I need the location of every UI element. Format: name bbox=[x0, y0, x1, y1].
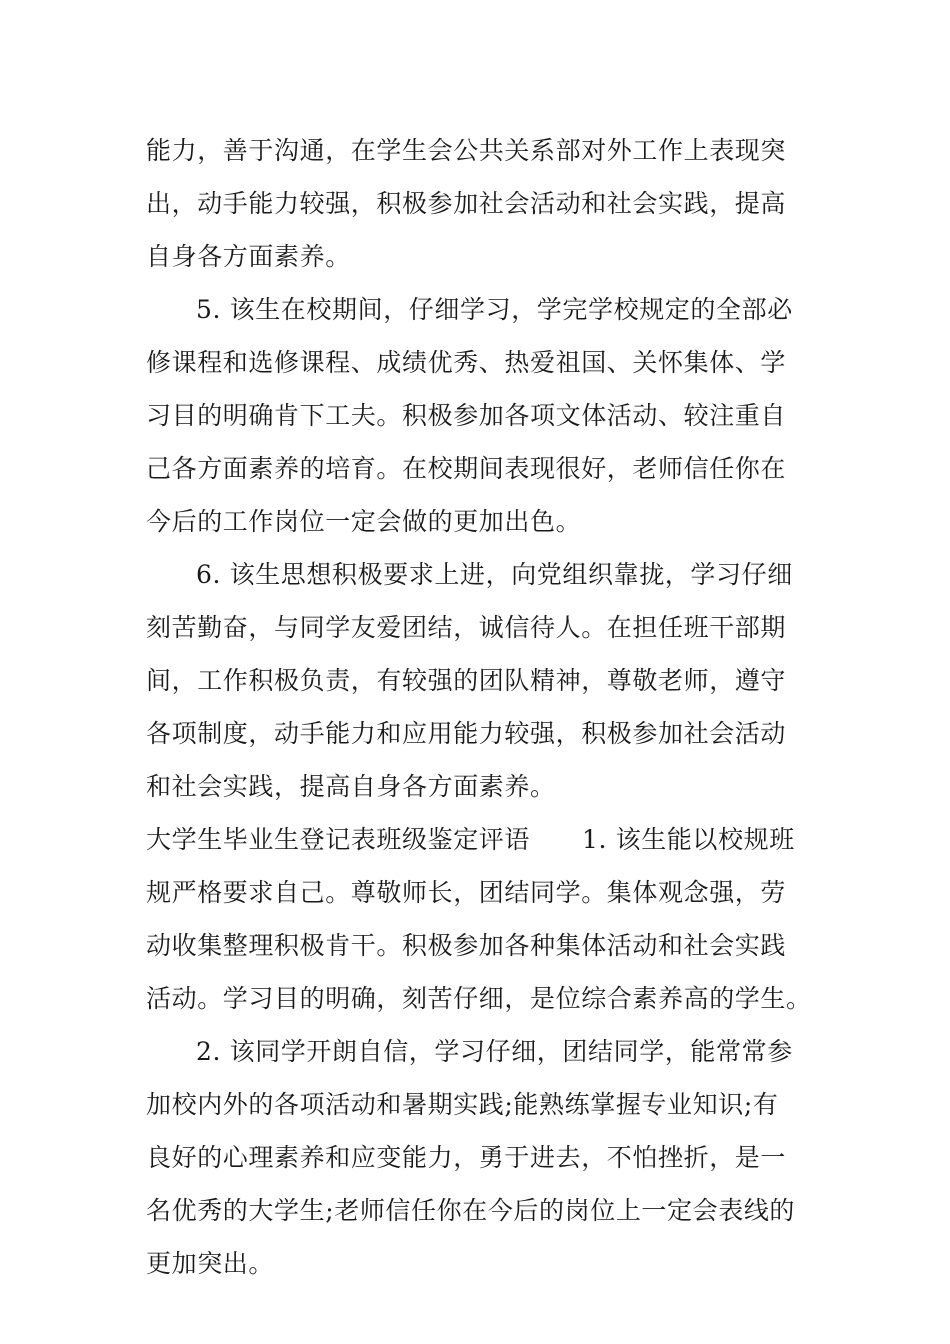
text-line: 自身各方面素养。 bbox=[146, 242, 351, 271]
text-line: 名优秀的大学生;老师信任你在今后的岗位上一定会表线的 bbox=[146, 1196, 796, 1225]
text-line: 规严格要求自己。尊敬师长，团结同学。集体观念强，劳 bbox=[146, 878, 787, 907]
document-body bbox=[146, 124, 816, 1290]
text-line: 间，工作积极负责，有较强的团队精神，尊敬老师，遵守 bbox=[146, 666, 787, 695]
section-title: 大学生毕业生登记表班级鉴定评语 bbox=[146, 825, 531, 854]
text-line: 各项制度，动手能力和应用能力较强，积极参加社会活动 bbox=[146, 719, 787, 748]
text-line: 今后的工作岗位一定会做的更加出色。 bbox=[146, 507, 582, 536]
text-line: 更加突出。 bbox=[146, 1249, 275, 1278]
text-line: 习目的明确肯下工夫。积极参加各项文体活动、较注重自 bbox=[146, 401, 787, 430]
text-line: 活动。学习目的明确，刻苦仔细，是位综合素养高的学生。 bbox=[146, 984, 812, 1013]
text-line: 刻苦勤奋，与同学友爱团结，诚信待人。在担任班干部期 bbox=[146, 613, 787, 642]
text-line: 出，动手能力较强，积极参加社会活动和社会实践，提高 bbox=[146, 189, 787, 218]
text-line: 5. 该生在校期间，仔细学习，学完学校规定的全部必 bbox=[196, 295, 793, 324]
section-first-text: 1. 该生能以校规班 bbox=[582, 825, 795, 854]
text-line: 己各方面素养的培育。在校期间表现很好，老师信任你在 bbox=[146, 454, 787, 483]
text-line: 6. 该生思想积极要求上进，向党组织靠拢，学习仔细 bbox=[196, 560, 793, 589]
text-line: 和社会实践，提高自身各方面素养。 bbox=[146, 772, 556, 801]
text-line: 能力，善于沟通，在学生会公共关系部对外工作上表现突 bbox=[146, 136, 787, 165]
text-line: 良好的心理素养和应变能力，勇于进去，不怕挫折，是一 bbox=[146, 1143, 787, 1172]
section-heading-line bbox=[146, 813, 816, 866]
text-line: 动收集整理积极肯干。积极参加各种集体活动和社会实践 bbox=[146, 931, 787, 960]
text-line: 加校内外的各项活动和暑期实践;能熟练掌握专业知识;有 bbox=[146, 1090, 779, 1119]
text-line: 2. 该同学开朗自信，学习仔细，团结同学，能常常参 bbox=[196, 1037, 793, 1066]
text-line: 修课程和选修课程、成绩优秀、热爱祖国、关怀集体、学 bbox=[146, 348, 787, 377]
